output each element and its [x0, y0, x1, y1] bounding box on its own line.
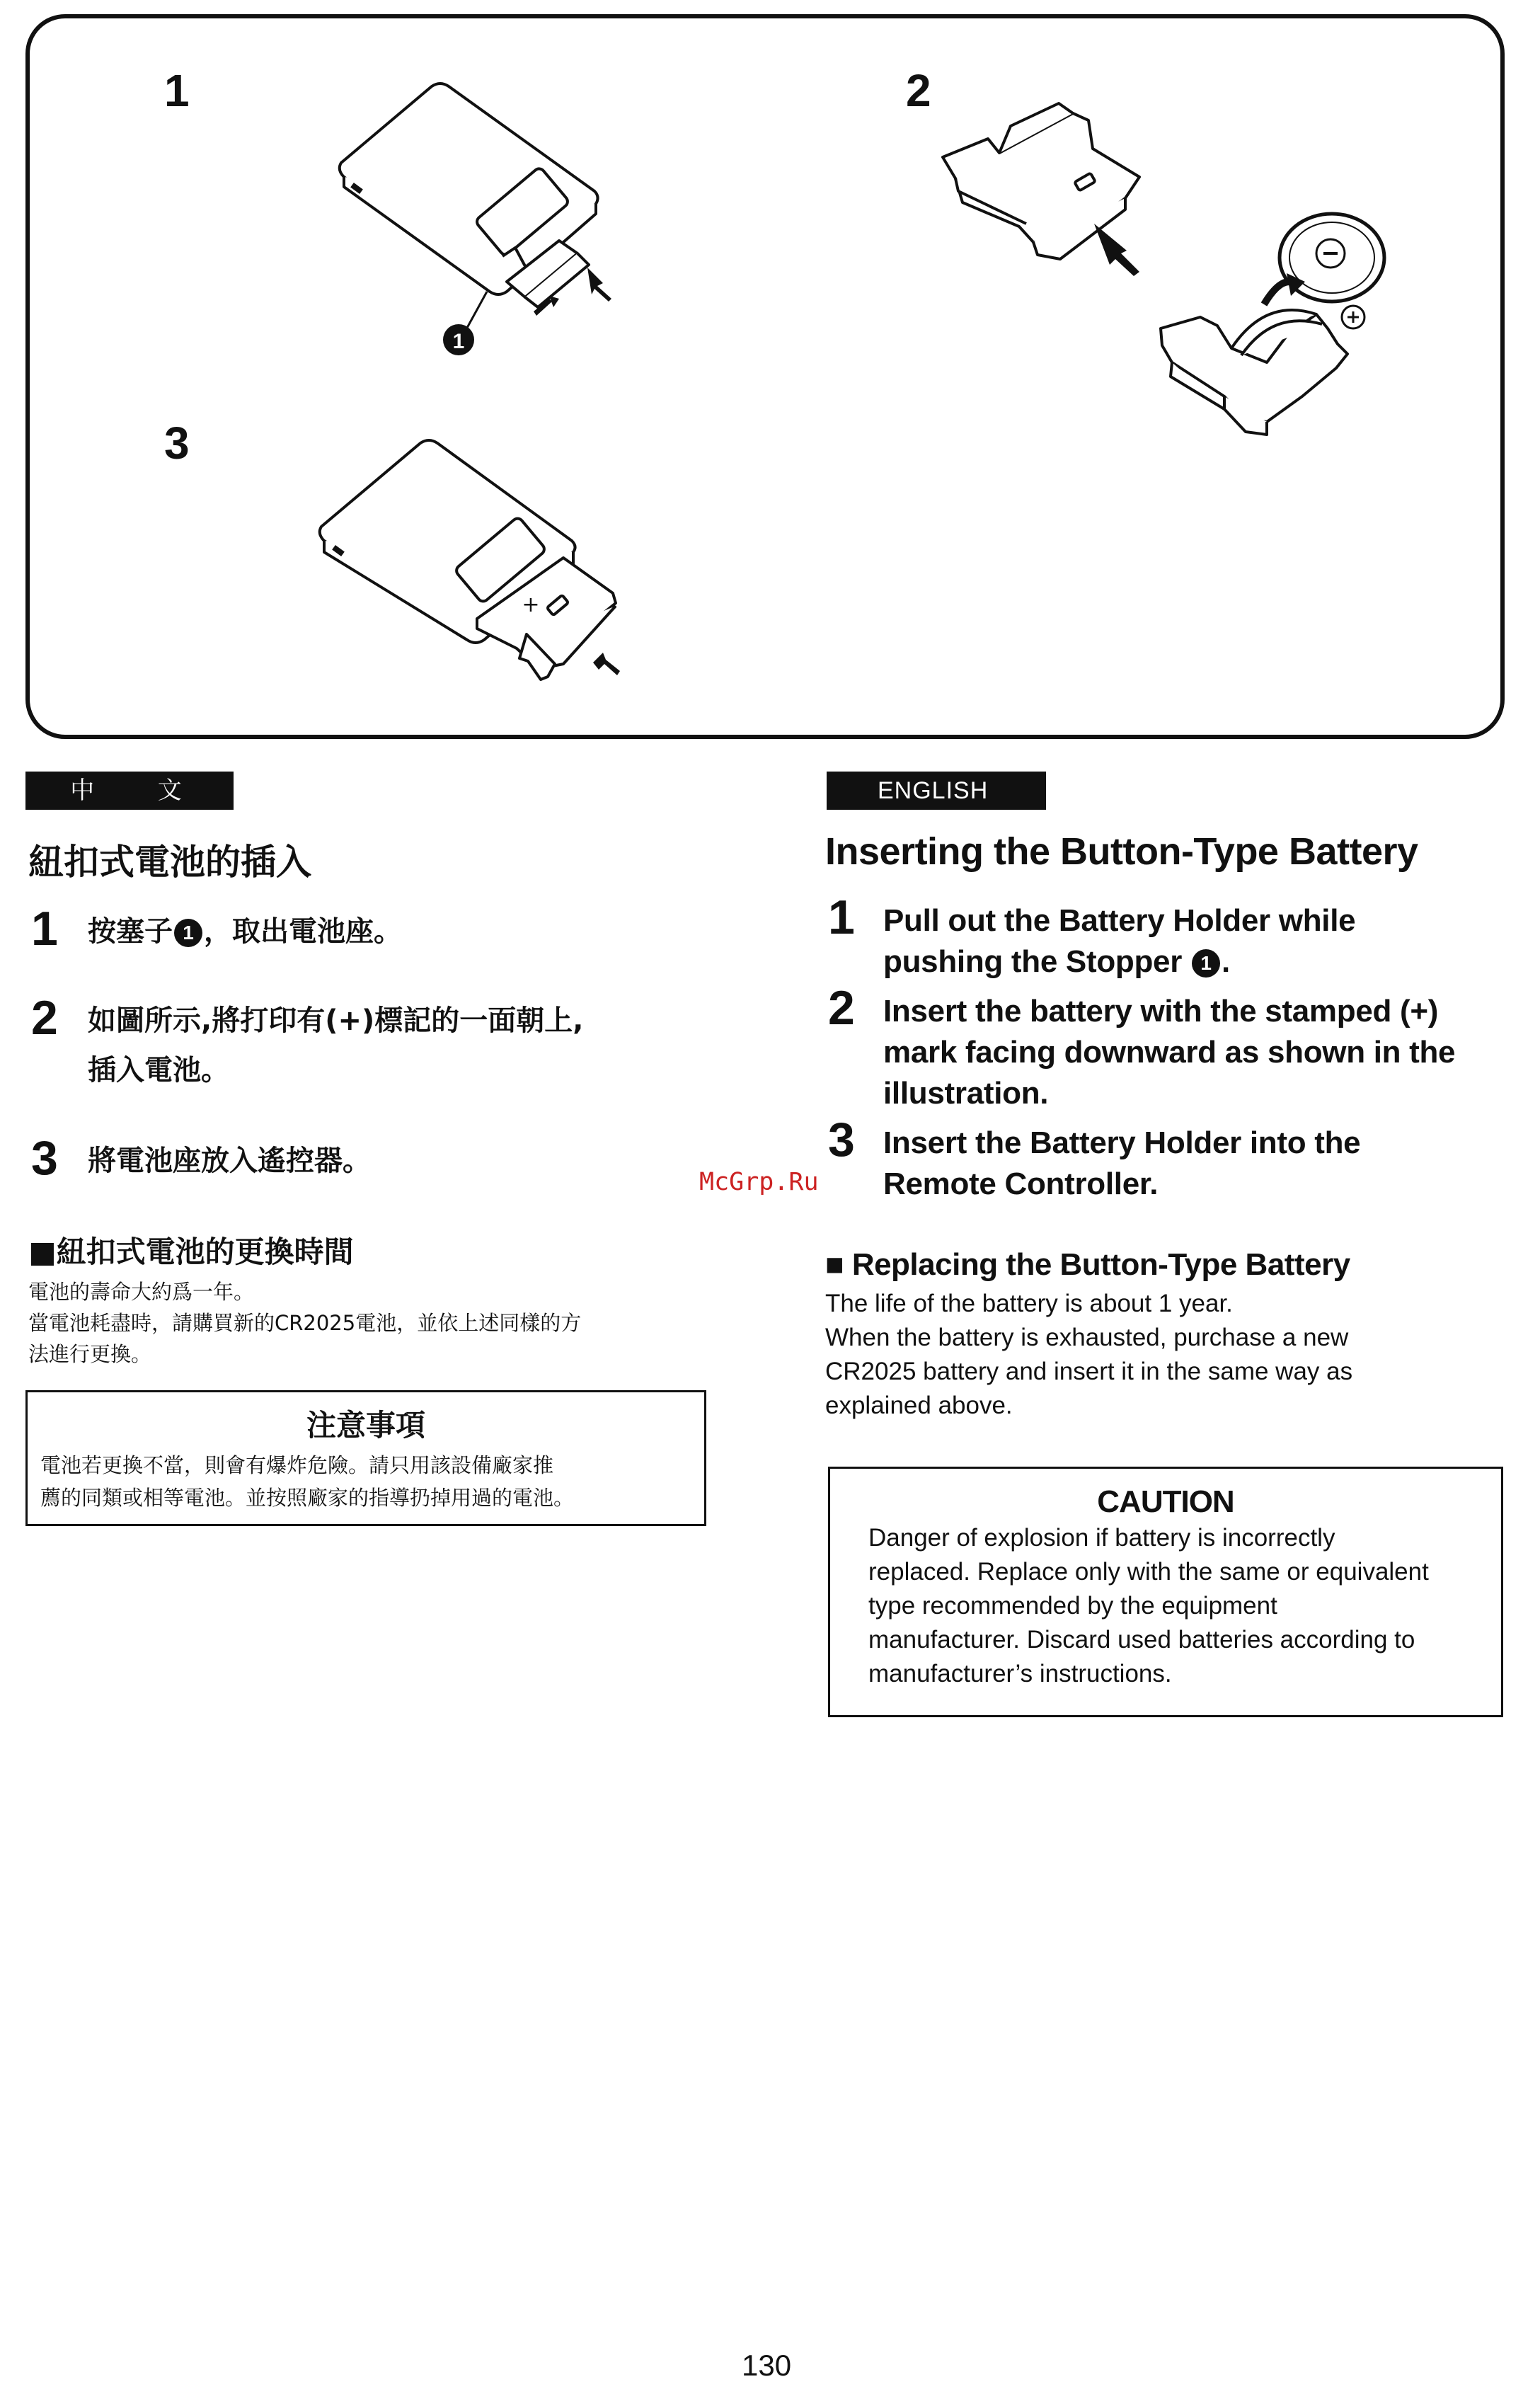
holder-plus-mark: +: [522, 592, 540, 617]
remote-insert-holder-illustration: [314, 436, 647, 705]
chinese-step-1-number: 1: [31, 902, 58, 956]
watermark-link[interactable]: McGrp.Ru: [699, 1168, 819, 1196]
english-replace-line-3: CR2025 battery and insert it in the same way as: [825, 1358, 1353, 1385]
english-replace-title: ■ Replacing the Button-Type Battery: [825, 1247, 1350, 1282]
figure-step-3-label: 3: [164, 418, 190, 469]
chinese-replace-line-2: 當電池耗盡時，請購買新的CR2025電池，並依上述同樣的方: [28, 1311, 582, 1335]
chinese-section-tag: 中 文: [25, 772, 234, 810]
figure-step-2-label: 2: [906, 65, 931, 116]
english-step-3-number: 3: [828, 1113, 855, 1167]
chinese-step-2-line-2: 插入電池。: [88, 1054, 229, 1087]
chinese-step-1-text: 按塞子 1 ，取出電池座。: [88, 915, 402, 948]
english-caution-line-5: manufacturer’s instructions.: [868, 1660, 1172, 1687]
english-title: Inserting the Button-Type Battery: [825, 830, 1418, 873]
chinese-step-3-number: 3: [31, 1131, 58, 1185]
stopper-marker: 1: [174, 919, 202, 947]
chinese-caution-title: 注意事項: [306, 1408, 425, 1443]
replace-bullet: ■: [825, 1247, 844, 1282]
english-step-1-line-1: Pull out the Battery Holder while: [883, 903, 1356, 938]
chinese-replace-title: ■紐扣式電池的更換時間: [28, 1234, 354, 1269]
chinese-step-2-number: 2: [31, 991, 58, 1045]
chinese-step-3-text: 將電池座放入遙控器。: [88, 1145, 371, 1177]
english-caution-line-1: Danger of explosion if battery is incorrectly: [868, 1524, 1335, 1552]
english-step-2-line-3: illustration.: [883, 1076, 1049, 1111]
chinese-step-2-line-1: 如圖所示,將打印有(+)標記的一面朝上,: [88, 1004, 584, 1037]
english-step-2-line-1: Insert the battery with the stamped (+): [883, 994, 1439, 1028]
chinese-replace-line-3: 法進行更換。: [28, 1342, 152, 1366]
english-caution-line-3: type recommended by the equipment: [868, 1592, 1277, 1620]
english-caution-box: [828, 1467, 1503, 1717]
english-step-3-line-1: Insert the Battery Holder into the: [883, 1125, 1361, 1160]
english-caution-line-2: replaced. Replace only with the same or equivalent: [868, 1558, 1429, 1586]
page-number: 130: [742, 2349, 792, 2382]
english-step-1-number: 1: [828, 890, 855, 944]
chinese-title: 紐扣式電池的插入: [28, 842, 311, 883]
stopper-marker-en: 1: [1192, 949, 1220, 978]
chinese-caution-line-1: 電池若更換不當，則會有爆炸危險。請只用該設備廠家推: [40, 1453, 554, 1477]
english-step-3-line-2: Remote Controller.: [883, 1167, 1159, 1201]
chinese-replace-line-1: 電池的壽命大約爲一年。: [28, 1280, 255, 1304]
battery-insertion-illustration: [934, 99, 1401, 439]
english-step-1-line-2: pushing the Stopper 1 .: [883, 944, 1230, 979]
english-section-tag: ENGLISH: [827, 772, 1046, 810]
chinese-caution-line-2: 薦的同類或相等電池。並按照廠家的指導扔掉用過的電池。: [40, 1486, 575, 1510]
english-replace-line-1: The life of the battery is about 1 year.: [825, 1290, 1233, 1317]
figure-step-1-label: 1: [164, 65, 190, 116]
english-replace-line-4: explained above.: [825, 1392, 1013, 1419]
english-step-2-number: 2: [828, 981, 855, 1035]
stopper-callout-marker: 1: [452, 330, 465, 353]
chinese-caution-box: [25, 1390, 706, 1526]
english-step-2-line-2: mark facing downward as shown in the: [883, 1035, 1456, 1070]
remote-pull-holder-illustration: [326, 71, 623, 368]
english-caution-title: CAUTION: [1097, 1484, 1234, 1519]
english-caution-line-4: manufacturer. Discard used batteries according to: [868, 1626, 1415, 1654]
english-replace-line-2: When the battery is exhausted, purchase a new: [825, 1324, 1349, 1351]
